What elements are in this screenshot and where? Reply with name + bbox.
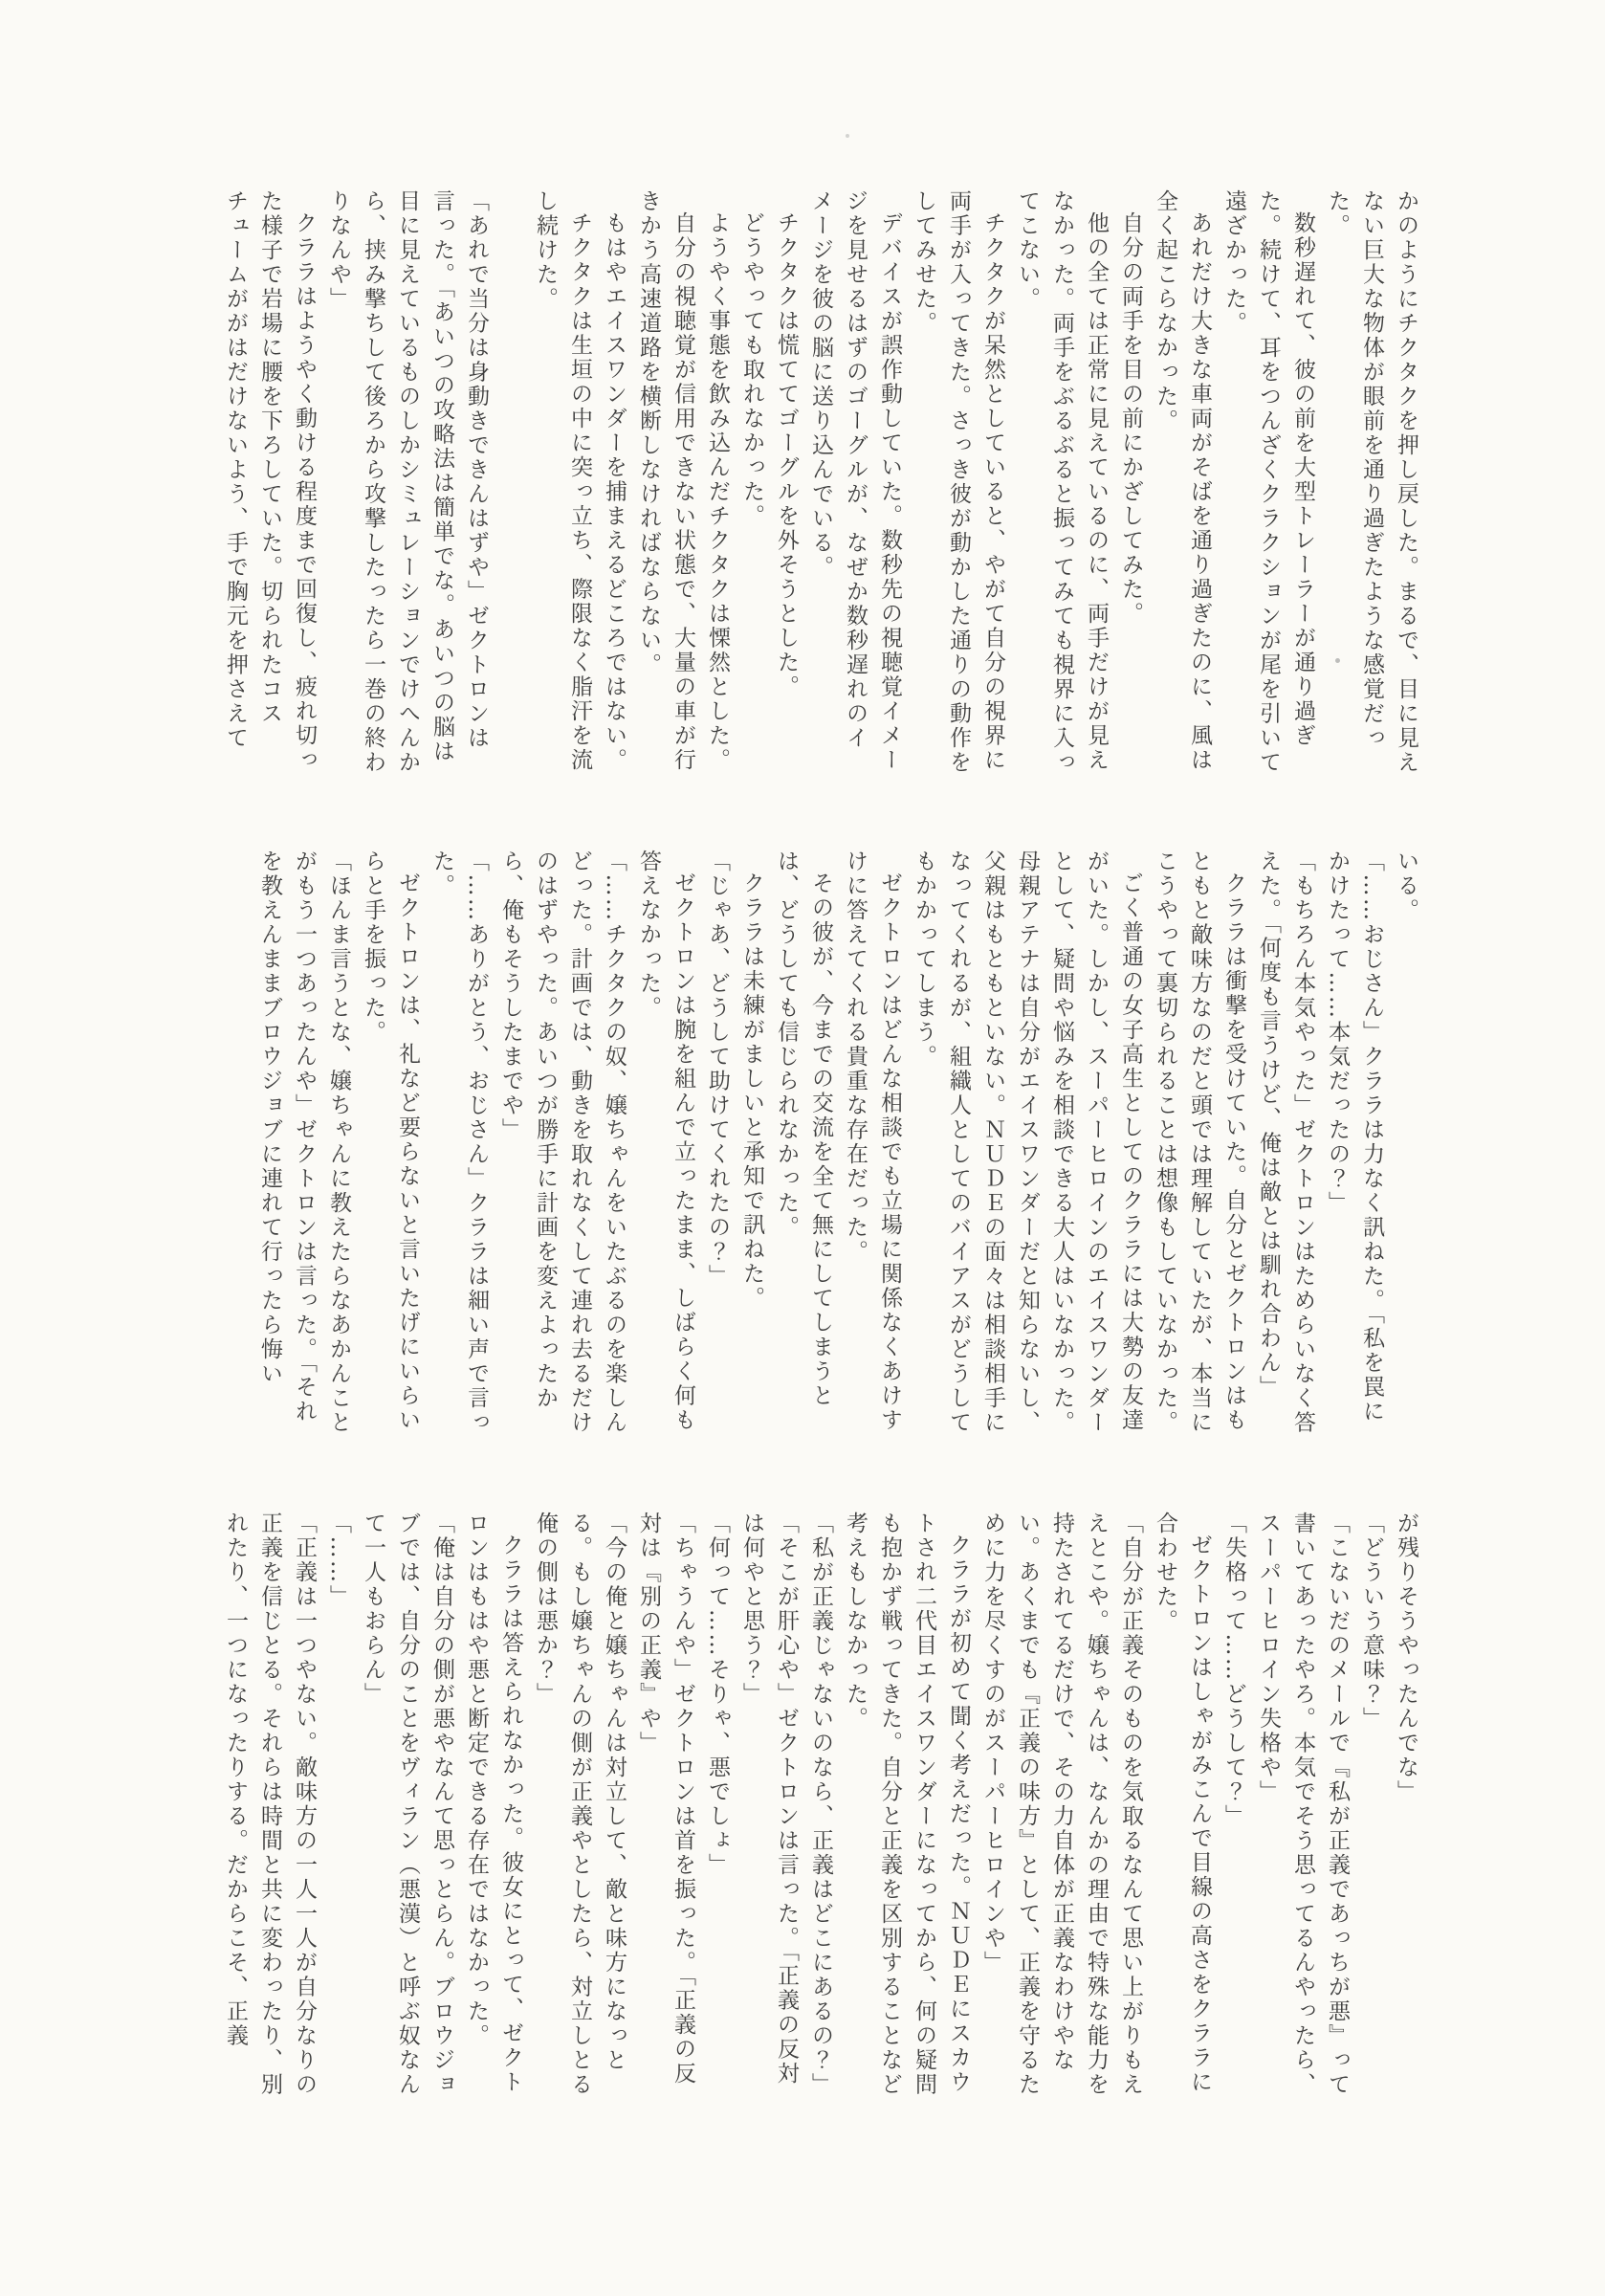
paragraph: 「自分が正義そのものを気取るなんて思い上がりもええとこや。嬢ちゃんは、なんかの理由で特殊な能力を持たされてるだけで、その力自体が正義なわけやない。あくまでも『正義の味方』として、正義を守るために力を尽くすのがスーパーヒロインや」 — [980, 1512, 1143, 2097]
paragraph: 自分の両手を目の前にかざしてみた。 — [1118, 211, 1143, 627]
paragraph: 「じゃあ、どうして助けてくれたの？」 — [705, 850, 730, 1289]
paragraph: ようやく事態を飲み込んだチクタクは慄然とした。 — [705, 211, 730, 773]
scan-speck — [846, 134, 849, 138]
paragraph: デバイスが誤作動していた。数秒先の視聴覚イメージを見せるはずのゴーグルが、なぜか数秒遅れのイメージを彼の脳に送り込んでいる。 — [808, 189, 902, 773]
paragraph: ゼクトロンはどんな相談でも立場に関係なくあけすけに答えてくれる貴重な存在だった。 — [843, 850, 902, 1433]
paragraph: チクタクは慌ててゴーグルを外そうとした。 — [774, 211, 799, 699]
paragraph: クララが初めて聞く考えだった。ＮＵＤＥにスカウトされ二代目エイスワンダーになってから、何の疑問も抱かず戦ってきた。自分と正義を区別することなど考えもしなかった。 — [843, 1512, 971, 2097]
paragraph: が残りそうやったんでな」 — [1394, 1512, 1418, 1804]
paragraph: 「正義は一つやない。敵味方の一人一人が自分なりの正義を信じとる。それらは時間と共に変わったり、別れたり、一つになったりする。だからこそ、正義 — [223, 1512, 317, 2097]
paragraph: チクタクは生垣の中に突っ立ち、際限なく脂汗を流し続けた。 — [533, 189, 592, 773]
paragraph: 「……おじさん」クララは力なく訊ねた。「私を罠にかけたって……本気だったの？」 — [1325, 850, 1384, 1424]
paragraph: 「どういう意味？」 — [1359, 1512, 1384, 1732]
text-block-top — [218, 189, 1423, 779]
paragraph: 「もちろん本気やった」ゼクトロンはためらいなく答えた。「何度も言うけど、俺は敵とは馴れ合わん」 — [1256, 850, 1315, 1435]
paragraph: チクタクが呆然としていると、やがて自分の視界に両手が入ってきた。さっき彼が動かした通りの動作をしてみせた。 — [912, 189, 1005, 775]
paragraph: ゼクトロンは腕を組んで立ったまま、しばらく何も答えなかった。 — [636, 850, 695, 1433]
scan-speck — [1335, 658, 1340, 663]
paragraph: 「失格って……どうして？」 — [1221, 1512, 1246, 1829]
scene-break — [494, 189, 528, 779]
paragraph: 数秒遅れて、彼の前を大型トレーラーが通り過ぎた。続けて、耳をつんざくクラクションが尾を引いて遠ざかった。 — [1221, 189, 1315, 775]
paragraph: その彼が、今までの交流を全て無にしてしまうとは、どうしても信じられなかった。 — [774, 850, 833, 1408]
paragraph: 「……」 — [326, 1512, 351, 1609]
paragraph: かのようにチクタクを押し戻した。まるで、目に見えない巨大な物体が眼前を通り過ぎたような感覚だった。 — [1325, 189, 1418, 775]
paragraph: いる。 — [1394, 850, 1418, 923]
paragraph: 自分の視聴覚が信用できない状態で、大量の車が行きかう高速道路を横断しなければならない。 — [636, 189, 695, 773]
paragraph: もはやエイスワンダーを捕まえるどころではない。 — [602, 211, 627, 773]
paragraph: 「今の俺と嬢ちゃんは対立して、敵と味方になっとる。もし嬢ちゃんの側が正義やとしたら、対立しとる俺の側は悪か？」 — [533, 1512, 627, 2097]
text-block-middle — [253, 850, 1423, 1439]
paragraph: クララは答えられなかった。彼女にとって、ゼクトロンはもはや悪と断定できる存在ではなかった。 — [464, 1512, 523, 2095]
paragraph: クララは未練がましいと承知で訊ねた。 — [739, 872, 764, 1311]
paragraph: ゼクトロンは、礼など要らないと言いたげにいらいらと手を振った。 — [361, 850, 420, 1433]
paragraph: あれだけ大きな車両がそばを通り過ぎたのに、風は全く起こらなかった。 — [1153, 189, 1212, 773]
paragraph: 「俺は自分の側が悪やなんて思っとらん。ブロウジョブでは、自分のことをヴィラン（悪漢）と呼ぶ奴なんて一人もおらん」 — [361, 1512, 454, 2097]
paragraph: どうやっても取れなかった。 — [739, 211, 764, 529]
paragraph: 「あれで当分は身動きできんはずや」ゼクトロンは言った。「あいつの攻略法は簡単でな。あいつの脳は目に見えているものしかシミュレーションでけへんから、挟み撃ちして後ろから攻撃したったら一巻の終わりなんや」 — [326, 189, 489, 775]
paragraph: 「私が正義じゃないのなら、正義はどこにあるの？」 — [808, 1512, 833, 2097]
paragraph: ゼクトロンはしゃがみこんで目線の高さをクララに合わせた。 — [1153, 1512, 1212, 2095]
paragraph: 「ほんま言うとな、嬢ちゃんに教えたらなあかんことがもう一つあったんや」ゼクトロンは言った。「それを教えんままブロウジョブに連れて行ったら悔い — [257, 850, 351, 1435]
paragraph: 他の全ては正常に見えているのに、両手だけが見えなかった。両手をぶるぶると振ってみても視界に入ってこない。 — [1015, 189, 1109, 775]
paragraph: 「……ありがとう、おじさん」クララは細い声で言った。 — [429, 850, 489, 1435]
text-block-bottom — [218, 1512, 1423, 2101]
paragraph: クララは衝撃を受けていた。自分とゼクトロンはもともと敵味方なのだと頭では理解していたが、本当にこうやって裏切られることは想像もしていなかった。 — [1153, 850, 1246, 1435]
paragraph: 「……チクタクの奴、嬢ちゃんをいたぶるのを楽しんどった。計画では、動きを取れなくして連れ去るだけのはずやった。あいつが勝手に計画を変えよったから、俺もそうしたまでや」 — [498, 850, 627, 1435]
paragraph: 「こないだのメールで『私が正義であっちが悪』って書いてあったやろ。本気でそう思ってるんやったら、スーパーヒロイン失格や」 — [1256, 1512, 1350, 2097]
paragraph: 「何って……そりゃ、悪でしょ」 — [705, 1512, 730, 1878]
paragraph: クララはようやく動ける程度まで回復し、疲れ切った様子で岩場に腰を下ろしていた。切られたコスチュームががはだけないよう、手で胸元を押さえて — [223, 189, 317, 773]
paragraph: ごく普通の女子高生としてのクララには大勢の友達がいた。しかし、スーパーヒロインのエイスワンダーとして、疑問や悩みを相談できる大人はいなかった。母親アテナは自分がエイスワンダーだと知らないし、父親はもともといない。ＮＵＤＥの面々は相談相手になってくれるが、組織人としてのバイアスがどうしてもかかってしまう。 — [912, 850, 1143, 1435]
paragraph: 「ちゃうんや」ゼクトロンは首を振った。「正義の反対は『別の正義』や」 — [636, 1512, 695, 2086]
paragraph: 「そこが肝心や」ゼクトロンは言った。「正義の反対は何やと思う？」 — [739, 1512, 799, 2086]
